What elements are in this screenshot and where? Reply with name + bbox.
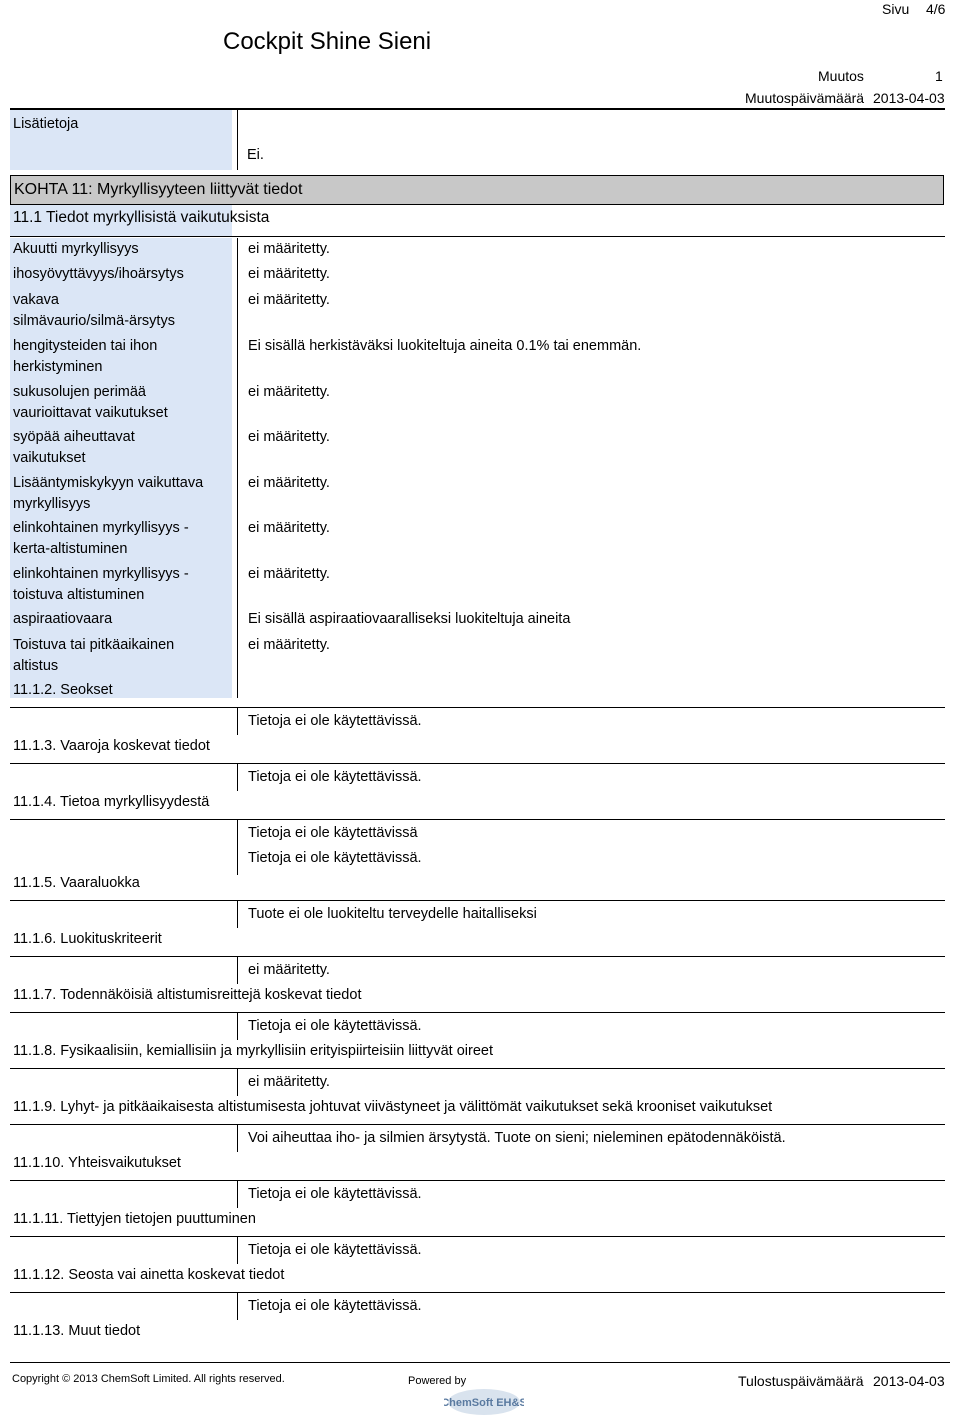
subsection-value: ei määritetty. <box>248 1074 330 1090</box>
divider <box>10 956 945 957</box>
tox-row-label: hengitysteiden tai ihon <box>13 338 158 354</box>
tox-row-label: sukusolujen perimää <box>13 384 146 400</box>
revision-date-label: Muutospäivämäärä <box>745 90 865 106</box>
subsection-value: ei määritetty. <box>248 962 330 978</box>
additional-info-divider <box>237 110 238 170</box>
tox-label-column <box>10 238 232 698</box>
tox-row-label: kerta-altistuminen <box>13 541 128 557</box>
tox-row-label: Lisääntymiskykyyn vaikuttava <box>13 475 204 491</box>
subsection-value: Tietoja ei ole käytettävissä. <box>248 1186 422 1202</box>
tox-row-value: ei määritetty. <box>248 384 330 400</box>
subsection-value: Tietoja ei ole käytettävissä. <box>248 1018 422 1034</box>
section-header <box>10 175 944 205</box>
tox-row-value: ei määritetty. <box>248 475 330 491</box>
divider <box>10 900 945 901</box>
copyright: Copyright © 2013 ChemSoft Limited. All rights reserved. <box>12 1373 285 1385</box>
subsection-heading: 11.1.5. Vaaraluokka <box>13 875 140 891</box>
subsection-value: Tietoja ei ole käytettävissä <box>248 825 418 841</box>
subsection-value: Tietoja ei ole käytettävissä. <box>248 769 422 785</box>
value-box-edge <box>237 1068 238 1096</box>
divider <box>10 763 945 764</box>
logo-text: ChemSoft EH&S <box>444 1397 524 1409</box>
tox-row-value: Ei sisällä herkistäväksi luokiteltuja aineita 0.1% tai enemmän. <box>248 338 642 354</box>
value-box-edge <box>237 763 238 791</box>
section-title: KOHTA 11: Myrkyllisyyteen liittyvät tiedot <box>14 181 303 198</box>
tox-row-value: ei määritetty. <box>248 292 330 308</box>
subsection-heading: 11.1.12. Seosta vai ainetta koskevat tiedot <box>13 1267 285 1283</box>
tox-row-label: vakava <box>13 292 59 308</box>
subsection-value: Tuote ei ole luokiteltu terveydelle haitalliseksi <box>248 906 537 922</box>
value-box-edge <box>237 1180 238 1208</box>
divider <box>10 1124 945 1125</box>
tox-row-label: altistus <box>13 658 59 674</box>
value-box-edge <box>237 900 238 928</box>
powered-by: Powered by <box>408 1375 467 1387</box>
subsection-heading: 11.1.7. Todennäköisiä altistumisreittejä koskevat tiedot <box>13 987 362 1003</box>
tox-row-label: Toistuva tai pitkäaikainen <box>13 637 175 653</box>
tox-row-value: ei määritetty. <box>248 566 330 582</box>
page-number: 4/6 <box>926 1 946 17</box>
subsection-heading: 11.1.13. Muut tiedot <box>13 1323 141 1339</box>
tox-row-label: vaikutukset <box>13 450 86 466</box>
subsection-heading: 11.1.8. Fysikaalisiin, kemiallisiin ja myrkyllisiin erityispiirteisiin liittyvät oireet <box>13 1043 493 1059</box>
tox-column-divider <box>237 238 238 698</box>
page-label: Sivu <box>882 1 910 17</box>
value-box-edge <box>237 1124 238 1152</box>
subsection-value: Tietoja ei ole käytettävissä. <box>248 713 422 729</box>
tox-row-label: syöpää aiheuttavat <box>13 429 135 445</box>
tox-row-value: ei määritetty. <box>248 520 330 536</box>
subsection-value: Tietoja ei ole käytettävissä. <box>248 1298 422 1314</box>
value-box-edge <box>237 956 238 984</box>
divider <box>10 1068 945 1069</box>
tox-row-label: Akuutti myrkyllisyys <box>13 241 139 257</box>
print-date-label: Tulostuspäivämäärä <box>738 1373 864 1389</box>
subsection-heading: 11.1.11. Tiettyjen tietojen puuttuminen <box>13 1211 256 1227</box>
tox-row-value: ei määritetty. <box>248 266 330 282</box>
divider <box>10 1292 945 1293</box>
revision-date-value: 2013-04-03 <box>873 90 945 106</box>
product-title: Cockpit Shine Sieni <box>223 28 432 55</box>
chemsoft-logo-icon <box>444 1385 524 1419</box>
value-box-edge <box>237 1236 238 1264</box>
subsection-heading: 11.1.10. Yhteisvaikutukset <box>13 1155 181 1171</box>
revision-label: Muutos <box>818 68 864 84</box>
value-box-edge <box>237 707 238 735</box>
divider <box>10 1180 945 1181</box>
divider <box>10 1012 945 1013</box>
subsection-heading: 11.1.2. Seokset <box>13 682 113 698</box>
footer-rule <box>10 1362 950 1363</box>
subsection-heading: 11.1.9. Lyhyt- ja pitkäaikaisesta altistumisesta johtuvat viivästyneet ja välittömät vaikutukset sekä krooniset vaikutukset <box>13 1099 773 1115</box>
subtitle-rule <box>10 236 945 237</box>
tox-row-label: elinkohtainen myrkyllisyys - <box>13 520 189 536</box>
subsection-value: Tietoja ei ole käytettävissä. <box>248 1242 422 1258</box>
subsection-value: Voi aiheuttaa iho- ja silmien ärsytystä. Tuote on sieni; nieleminen epätodennäköistä. <box>248 1130 786 1146</box>
divider <box>10 1236 945 1237</box>
chemsoft-logo <box>444 1385 524 1419</box>
divider <box>10 707 945 708</box>
tox-row-label: elinkohtainen myrkyllisyys - <box>13 566 189 582</box>
additional-info-value: Ei. <box>247 147 264 163</box>
subsection-heading: 11.1.4. Tietoa myrkyllisyydestä <box>13 794 210 810</box>
value-box-edge <box>237 819 238 875</box>
subsection-heading: 11.1.3. Vaaroja koskevat tiedot <box>13 738 210 754</box>
value-box-edge <box>237 1012 238 1040</box>
tox-row-value: ei määritetty. <box>248 241 330 257</box>
section-subtitle: 11.1 Tiedot myrkyllisistä vaikutuksista <box>13 209 270 226</box>
tox-row-value: ei määritetty. <box>248 637 330 653</box>
subsection-value: Tietoja ei ole käytettävissä. <box>248 850 422 866</box>
tox-row-value: Ei sisällä aspiraatiovaaralliseksi luokiteltuja aineita <box>248 611 571 627</box>
tox-row-label: myrkyllisyys <box>13 496 91 512</box>
additional-info-label-cell <box>10 110 232 170</box>
tox-row-label: aspiraatiovaara <box>13 611 113 627</box>
tox-row-label: ihosyövyttävyys/ihoärsytys <box>13 266 184 282</box>
value-box-edge <box>237 1292 238 1320</box>
revision-value: 1 <box>935 68 943 84</box>
tox-row-label: silmävaurio/silmä-ärsytys <box>13 313 175 329</box>
tox-row-label: vaurioittavat vaikutukset <box>13 405 168 421</box>
tox-row-label: herkistyminen <box>13 359 103 375</box>
tox-row-label: toistuva altistuminen <box>13 587 145 603</box>
print-date-value: 2013-04-03 <box>873 1373 945 1389</box>
additional-info-label: Lisätietoja <box>13 116 79 132</box>
tox-row-value: ei määritetty. <box>248 429 330 445</box>
divider <box>10 819 945 820</box>
subsection-heading: 11.1.6. Luokituskriteerit <box>13 931 162 947</box>
